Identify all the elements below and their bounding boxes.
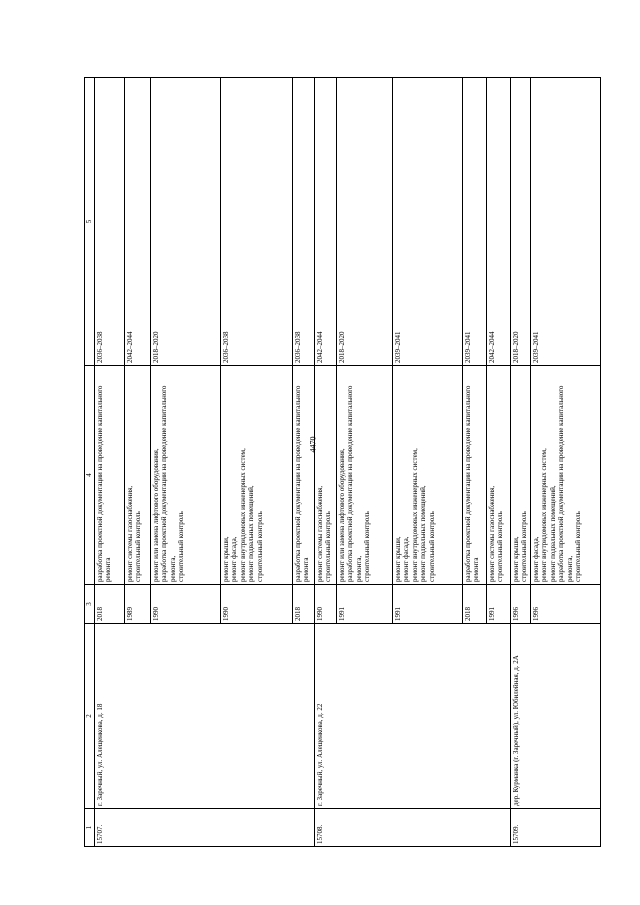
build-year: 1989 — [125, 585, 151, 624]
header-col-2: 2 — [85, 624, 95, 809]
repair-period: 2036–2038 — [293, 78, 315, 366]
build-year: 1996 — [531, 585, 601, 624]
table-body — [95, 78, 601, 847]
build-year: 1991 — [393, 585, 463, 624]
works-description: ремонт крыши, ремонт фасада, ремонт внутридомовых инженерных систем, ремонт подвальных помещений, строительный контроль — [221, 366, 293, 585]
table-row — [95, 78, 125, 847]
build-year: 1990 — [221, 585, 293, 624]
repair-period: 2039–2041 — [531, 78, 601, 366]
header-col-5: 5 — [85, 78, 95, 366]
build-year: 1991 — [487, 585, 511, 624]
build-year: 2018 — [293, 585, 315, 624]
build-year: 1990 — [315, 585, 337, 624]
build-year: 2018 — [95, 585, 125, 624]
repair-period: 2042–2044 — [315, 78, 337, 366]
works-description: ремонт крыши, ремонт фасада, ремонт внутридомовых инженерных систем, ремонт подвальных помещений, строительный контроль — [393, 366, 463, 585]
build-year: 1991 — [337, 585, 393, 624]
repair-period: 2036–2038 — [221, 78, 293, 366]
object-address: г. Заречный, ул. Алещенкова, д. 22 — [315, 624, 511, 809]
object-number: 15708. — [315, 809, 511, 847]
works-description: разработка проектной документации на проведение капитального ремонта — [293, 366, 315, 585]
header-row — [85, 78, 95, 847]
repair-period: 2018–2020 — [511, 78, 531, 366]
object-number: 15707. — [95, 809, 315, 847]
build-year: 1996 — [511, 585, 531, 624]
header-col-4: 4 — [85, 366, 95, 585]
repair-period: 2018–2020 — [337, 78, 393, 366]
table-row — [315, 78, 337, 847]
table-row — [511, 78, 531, 847]
works-description: разработка проектной документации на проведение капитального ремонта — [463, 366, 487, 585]
page-number: 4470 — [308, 436, 318, 453]
repair-period: 2018–2020 — [151, 78, 221, 366]
repair-period: 2042–2044 — [487, 78, 511, 366]
build-year: 2018 — [463, 585, 487, 624]
header-col-3: 3 — [85, 585, 95, 624]
works-description: разработка проектной документации на проведение капитального ремонта — [95, 366, 125, 585]
repair-schedule-table — [84, 77, 601, 847]
rotated-table-container — [84, 77, 594, 847]
works-description: ремонт системы газоснабжения, строительный контроль — [125, 366, 151, 585]
repair-period: 2042–2044 — [125, 78, 151, 366]
works-description: ремонт системы газоснабжения, строительный контроль — [315, 366, 337, 585]
repair-period: 2039–2041 — [463, 78, 487, 366]
works-description: ремонт системы газоснабжения, строительный контроль — [487, 366, 511, 585]
works-description: ремонт фасада, ремонт внутридомовых инженерных систем, ремонт подвальных помещений, разработка проектной документации на проведение капитального ремонта, строительный контроль — [531, 366, 601, 585]
repair-period: 2036–2038 — [95, 78, 125, 366]
header-col-1: 1 — [85, 809, 95, 847]
object-address: дер. Курманка (г. Заречный), ул. Юбилейная, д. 2А — [511, 624, 601, 809]
works-description: ремонт или замена лифтового оборудования, разработка проектной документации на проведение капитального ремонта, строительный контроль — [337, 366, 393, 585]
works-description: ремонт или замена лифтового оборудования, разработка проектной документации на проведение капитального ремонта, строительный контроль — [151, 366, 221, 585]
repair-period: 2039–2041 — [393, 78, 463, 366]
build-year: 1990 — [151, 585, 221, 624]
works-description: ремонт крыши, строительный контроль — [511, 366, 531, 585]
object-number: 15709. — [511, 809, 601, 847]
object-address: г. Заречный, ул. Алещенкова, д. 18 — [95, 624, 315, 809]
